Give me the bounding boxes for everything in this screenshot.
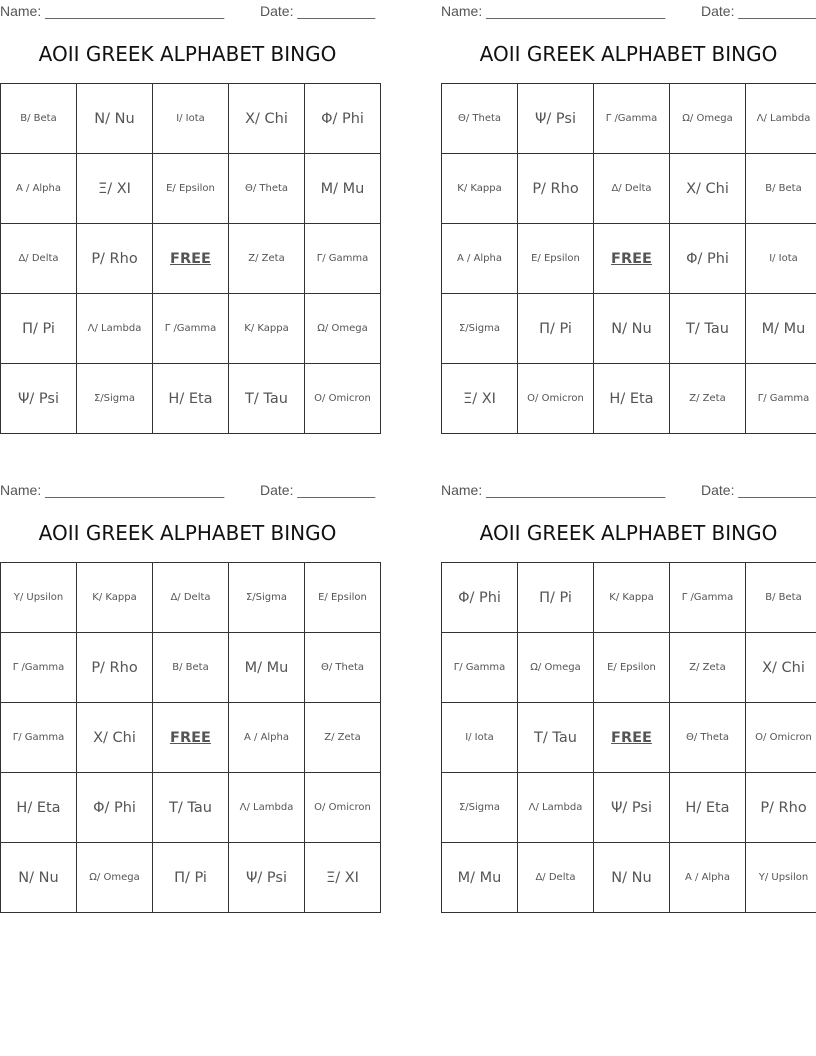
- bingo-cell: Β/ Beta: [153, 633, 229, 703]
- bingo-cell: Δ/ Delta: [1, 224, 77, 294]
- bingo-cell: Χ/ Chi: [746, 633, 816, 703]
- bingo-cell: Ν/ Nu: [77, 84, 153, 154]
- bingo-cell: Ι/ Iota: [442, 703, 518, 773]
- free-space: FREE: [594, 703, 670, 773]
- bingo-cell: Λ/ Lambda: [746, 84, 816, 154]
- bingo-cell: Χ/ Chi: [670, 154, 746, 224]
- bingo-cell: Χ/ Chi: [229, 84, 305, 154]
- name-date-line: [0, 482, 375, 502]
- bingo-cell: Γ /Gamma: [670, 563, 746, 633]
- card-title: AOII GREEK ALPHABET BINGO: [38, 521, 337, 545]
- bingo-row: [442, 843, 816, 913]
- bingo-cell: Ω/ Omega: [518, 633, 594, 703]
- bingo-cell: Θ/ Theta: [670, 703, 746, 773]
- bingo-cell: Γ/ Gamma: [305, 224, 381, 294]
- bingo-cell: Φ/ Phi: [77, 773, 153, 843]
- name-date-line: [441, 482, 816, 502]
- bingo-card: [0, 0, 375, 440]
- bingo-cell: Δ/ Delta: [518, 843, 594, 913]
- bingo-cell: Π/ Pi: [153, 843, 229, 913]
- free-space: FREE: [153, 703, 229, 773]
- name-field-label: Name: _______________________: [441, 3, 666, 19]
- bingo-cell: Σ/Sigma: [77, 364, 153, 434]
- bingo-cell: Η/ Eta: [1, 773, 77, 843]
- bingo-cell: Κ/ Kappa: [229, 294, 305, 364]
- bingo-cell: Θ/ Theta: [442, 84, 518, 154]
- bingo-cell: Ρ/ Rho: [518, 154, 594, 224]
- bingo-cell: Δ/ Delta: [153, 563, 229, 633]
- bingo-cell: Ρ/ Rho: [77, 224, 153, 294]
- bingo-cell: Π/ Pi: [1, 294, 77, 364]
- bingo-cell: Ο/ Omicron: [746, 703, 816, 773]
- date-field-label: Date: __________: [701, 3, 816, 19]
- bingo-cell: Ν/ Nu: [594, 843, 670, 913]
- bingo-cell: Ι/ Iota: [746, 224, 816, 294]
- bingo-cell: Τ/ Tau: [153, 773, 229, 843]
- bingo-cell: Α / Alpha: [1, 154, 77, 224]
- bingo-row: [1, 154, 381, 224]
- bingo-cell: Β/ Beta: [1, 84, 77, 154]
- bingo-card: [441, 479, 816, 919]
- bingo-cell: Θ/ Theta: [305, 633, 381, 703]
- bingo-cell: Ν/ Nu: [594, 294, 670, 364]
- bingo-cell: Τ/ Tau: [518, 703, 594, 773]
- bingo-cell: Σ/Sigma: [229, 563, 305, 633]
- bingo-cell: Λ/ Lambda: [518, 773, 594, 843]
- bingo-cell: Β/ Beta: [746, 154, 816, 224]
- bingo-grid: [441, 83, 816, 434]
- bingo-cell: Κ/ Kappa: [77, 563, 153, 633]
- bingo-row: [442, 773, 816, 843]
- bingo-cell: Ζ/ Zeta: [670, 364, 746, 434]
- bingo-row: [442, 364, 816, 434]
- bingo-row: [1, 703, 381, 773]
- bingo-row: [442, 224, 816, 294]
- bingo-cell: Σ/Sigma: [442, 294, 518, 364]
- date-field-label: Date: __________: [260, 482, 376, 498]
- bingo-cell: Π/ Pi: [518, 294, 594, 364]
- bingo-row: [1, 294, 381, 364]
- bingo-cell: Α / Alpha: [442, 224, 518, 294]
- bingo-row: [442, 84, 816, 154]
- bingo-row: [1, 633, 381, 703]
- bingo-cell: Η/ Eta: [594, 364, 670, 434]
- bingo-cell: Γ/ Gamma: [1, 703, 77, 773]
- bingo-cell: Ξ/ XI: [305, 843, 381, 913]
- bingo-cell: Ζ/ Zeta: [670, 633, 746, 703]
- bingo-cell: Λ/ Lambda: [229, 773, 305, 843]
- bingo-row: [442, 294, 816, 364]
- bingo-cell: Ξ/ XI: [77, 154, 153, 224]
- bingo-cell: Ν/ Nu: [1, 843, 77, 913]
- bingo-cell: Σ/Sigma: [442, 773, 518, 843]
- bingo-cell: Δ/ Delta: [594, 154, 670, 224]
- bingo-row: [1, 843, 381, 913]
- bingo-cell: Χ/ Chi: [77, 703, 153, 773]
- bingo-row: [1, 224, 381, 294]
- bingo-card: [441, 0, 816, 440]
- bingo-cell: Γ /Gamma: [594, 84, 670, 154]
- bingo-cell: Ο/ Omicron: [518, 364, 594, 434]
- bingo-cell: Ε/ Epsilon: [153, 154, 229, 224]
- name-field-label: Name: _______________________: [0, 3, 225, 19]
- bingo-cell: Ε/ Epsilon: [305, 563, 381, 633]
- bingo-cell: Ψ/ Psi: [1, 364, 77, 434]
- bingo-cell: Μ/ Mu: [442, 843, 518, 913]
- bingo-cell: Ω/ Omega: [77, 843, 153, 913]
- bingo-cell: Η/ Eta: [153, 364, 229, 434]
- bingo-cell: Γ/ Gamma: [746, 364, 816, 434]
- date-field-label: Date: __________: [260, 3, 376, 19]
- bingo-cell: Υ/ Upsilon: [746, 843, 816, 913]
- bingo-cell: Γ /Gamma: [1, 633, 77, 703]
- name-field-label: Name: _______________________: [0, 482, 225, 498]
- bingo-cell: Γ/ Gamma: [442, 633, 518, 703]
- bingo-cell: Κ/ Kappa: [442, 154, 518, 224]
- card-title: AOII GREEK ALPHABET BINGO: [479, 42, 778, 66]
- bingo-cell: Γ /Gamma: [153, 294, 229, 364]
- bingo-cell: Ο/ Omicron: [305, 364, 381, 434]
- bingo-grid: [441, 562, 816, 913]
- name-date-line: [0, 3, 375, 23]
- bingo-row: [442, 563, 816, 633]
- bingo-row: [442, 154, 816, 224]
- bingo-row: [1, 364, 381, 434]
- bingo-row: [1, 563, 381, 633]
- bingo-card: [0, 479, 375, 919]
- bingo-cell: Η/ Eta: [670, 773, 746, 843]
- bingo-cell: Μ/ Mu: [746, 294, 816, 364]
- bingo-grid: [0, 562, 381, 913]
- bingo-cell: Ψ/ Psi: [518, 84, 594, 154]
- bingo-row: [442, 633, 816, 703]
- bingo-cell: Κ/ Kappa: [594, 563, 670, 633]
- bingo-cell: Ε/ Epsilon: [594, 633, 670, 703]
- bingo-row: [1, 84, 381, 154]
- bingo-cell: Ξ/ XI: [442, 364, 518, 434]
- bingo-cell: Β/ Beta: [746, 563, 816, 633]
- bingo-cell: Α / Alpha: [229, 703, 305, 773]
- bingo-cell: Ψ/ Psi: [594, 773, 670, 843]
- name-field-label: Name: _______________________: [441, 482, 666, 498]
- bingo-cell: Ω/ Omega: [305, 294, 381, 364]
- free-space: FREE: [594, 224, 670, 294]
- bingo-cell: Α / Alpha: [670, 843, 746, 913]
- free-space: FREE: [153, 224, 229, 294]
- bingo-grid: [0, 83, 381, 434]
- date-field-label: Date: __________: [701, 482, 816, 498]
- bingo-cell: Ο/ Omicron: [305, 773, 381, 843]
- name-date-line: [441, 3, 816, 23]
- bingo-cell: Τ/ Tau: [229, 364, 305, 434]
- bingo-cell: Θ/ Theta: [229, 154, 305, 224]
- bingo-cell: Μ/ Mu: [305, 154, 381, 224]
- bingo-cell: Τ/ Tau: [670, 294, 746, 364]
- bingo-cell: Φ/ Phi: [670, 224, 746, 294]
- bingo-cell: Φ/ Phi: [305, 84, 381, 154]
- bingo-cell: Ι/ Iota: [153, 84, 229, 154]
- bingo-cell: Υ/ Upsilon: [1, 563, 77, 633]
- bingo-cell: Λ/ Lambda: [77, 294, 153, 364]
- bingo-cell: Ε/ Epsilon: [518, 224, 594, 294]
- bingo-cell: Ζ/ Zeta: [305, 703, 381, 773]
- bingo-cell: Ψ/ Psi: [229, 843, 305, 913]
- card-title: AOII GREEK ALPHABET BINGO: [479, 521, 778, 545]
- bingo-cell: Μ/ Mu: [229, 633, 305, 703]
- bingo-cell: Ζ/ Zeta: [229, 224, 305, 294]
- card-title: AOII GREEK ALPHABET BINGO: [38, 42, 337, 66]
- bingo-cell: Π/ Pi: [518, 563, 594, 633]
- bingo-cell: Ω/ Omega: [670, 84, 746, 154]
- bingo-row: [1, 773, 381, 843]
- bingo-cell: Ρ/ Rho: [77, 633, 153, 703]
- bingo-cell: Ρ/ Rho: [746, 773, 816, 843]
- bingo-cell: Φ/ Phi: [442, 563, 518, 633]
- bingo-row: [442, 703, 816, 773]
